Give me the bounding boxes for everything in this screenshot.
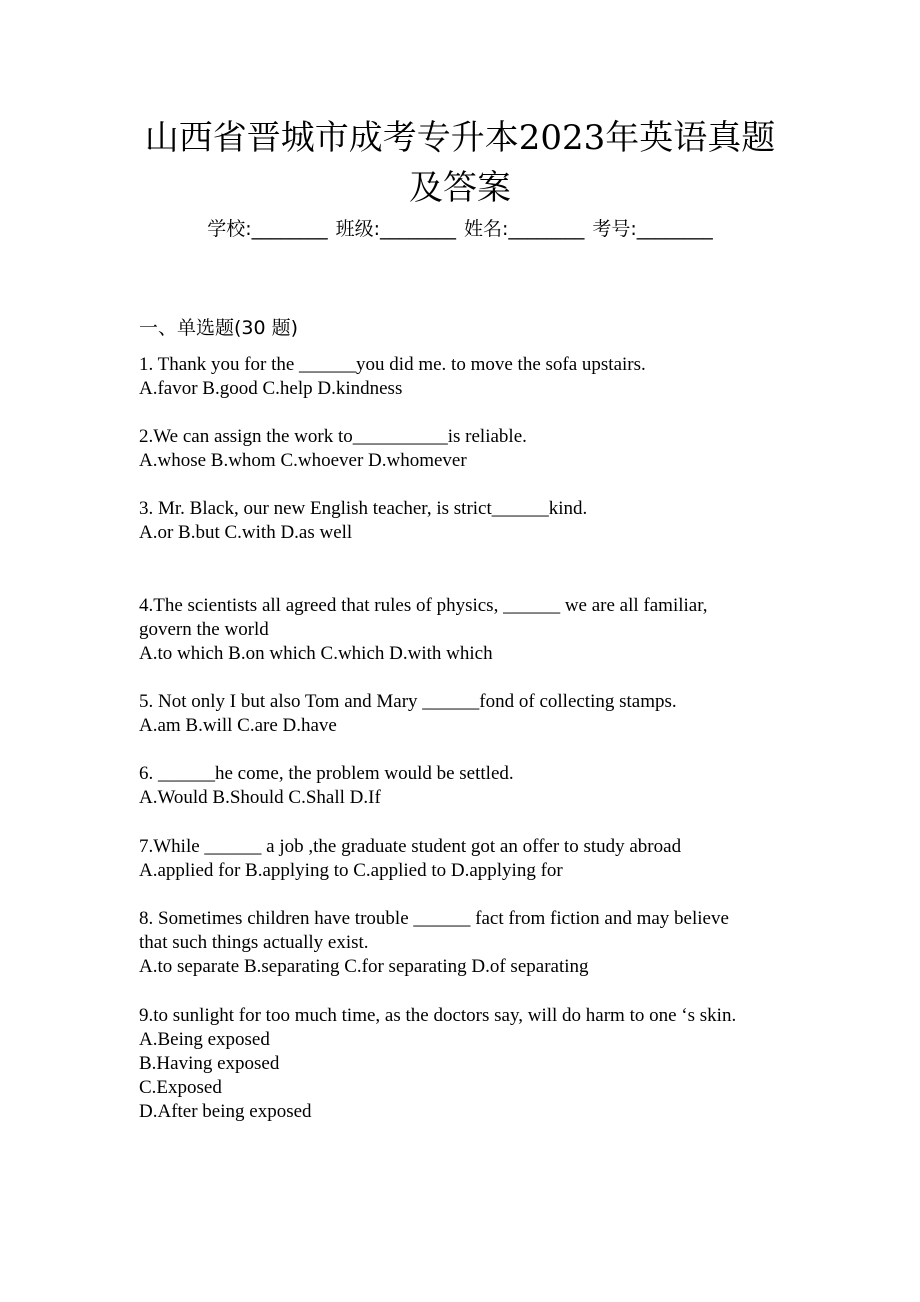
option-b: B.Having exposed: [139, 1053, 280, 1074]
question-stem-line-2: that such things actually exist.: [139, 932, 369, 953]
question-stem: 2.We can assign the work to__________is reliable.: [139, 426, 527, 447]
title-line-2: 及答案: [409, 168, 511, 208]
question-stem: 9.to sunlight for too much time, as the doctors say, will do harm to one ‘s skin.: [139, 1005, 737, 1026]
option-a: A.Being exposed: [139, 1029, 270, 1050]
option-c: C.Exposed: [139, 1077, 222, 1098]
name-field: 姓名:________: [464, 218, 585, 240]
number-field: 考号:________: [592, 218, 713, 240]
question-1: [139, 353, 799, 401]
question-options: A.to which B.on which C.which D.with which: [139, 643, 493, 664]
question-2: [139, 425, 799, 473]
question-stem: 1. Thank you for the ______you did me. to move the sofa upstairs.: [139, 354, 646, 375]
class-field: 班级:________: [335, 218, 456, 240]
question-7: [139, 835, 799, 883]
option-d: D.After being exposed: [139, 1101, 312, 1122]
question-options: A.Would B.Should C.Shall D.If: [139, 787, 381, 808]
question-stem-line-1: 4.The scientists all agreed that rules of physics, ______ we are all familiar,: [139, 595, 708, 616]
question-stem-line-1: 8. Sometimes children have trouble ______ fact from fiction and may believe: [139, 908, 729, 929]
question-6: [139, 762, 799, 810]
title-line-1: 山西省晋城市成考专升本2023年英语真题: [144, 118, 776, 158]
question-9: [139, 1004, 799, 1124]
question-stem: 6. ______he come, the problem would be settled.: [139, 763, 514, 784]
question-stem: 5. Not only I but also Tom and Mary ______fond of collecting stamps.: [139, 691, 677, 712]
question-options: A.applied for B.applying to C.applied to D.applying for: [139, 860, 563, 881]
question-stem: 7.While ______ a job ,the graduate student got an offer to study abroad: [139, 836, 682, 857]
section-heading: 一、单选题(30 题): [139, 317, 299, 339]
question-stem-line-2: govern the world: [139, 619, 269, 640]
question-options: A.whose B.whom C.whoever D.whomever: [139, 450, 467, 471]
question-4: [139, 594, 799, 666]
student-info-row: [0, 216, 920, 242]
question-3: [139, 497, 799, 545]
question-8: [139, 907, 799, 979]
question-options: A.or B.but C.with D.as well: [139, 522, 353, 543]
question-options: A.favor B.good C.help D.kindness: [139, 378, 403, 399]
exam-title: [100, 113, 820, 213]
question-stem: 3. Mr. Black, our new English teacher, is strict______kind.: [139, 498, 588, 519]
question-options: A.to separate B.separating C.for separating D.of separating: [139, 956, 589, 977]
school-field: 学校:________: [207, 218, 328, 240]
question-options: A.am B.will C.are D.have: [139, 715, 337, 736]
question-5: [139, 690, 799, 738]
